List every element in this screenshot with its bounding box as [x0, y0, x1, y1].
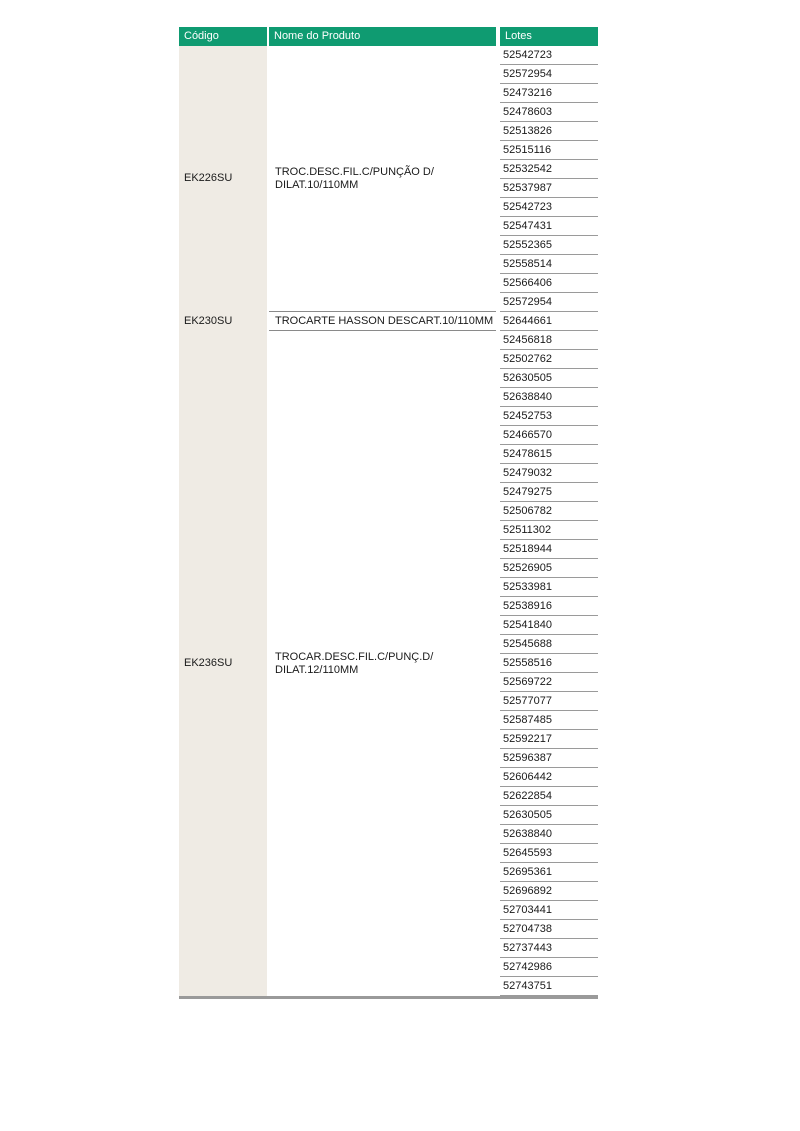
product-name-line: TROCARTE HASSON DESCART.10/110MM [275, 315, 494, 327]
lot-number: 52478615 [500, 445, 598, 464]
lot-number: 52577077 [500, 692, 598, 711]
product-code: EK236SU [184, 656, 233, 669]
lot-number: 52542723 [500, 198, 598, 217]
lot-number: 52515116 [500, 141, 598, 160]
lot-number: 52638840 [500, 388, 598, 407]
header-lots: Lotes [500, 27, 598, 46]
product-name-cell [269, 46, 496, 312]
lot-number: 52502762 [500, 350, 598, 369]
lot-number: 52596387 [500, 749, 598, 768]
lot-number: 52479275 [500, 483, 598, 502]
lot-number: 52547431 [500, 217, 598, 236]
lot-number: 52552365 [500, 236, 598, 255]
product-code-cell [179, 46, 267, 312]
lot-number: 52513826 [500, 122, 598, 141]
product-name-line: DILAT.10/110MM [275, 179, 359, 191]
lot-number: 52456818 [500, 331, 598, 350]
lot-number: 52743751 [500, 977, 598, 996]
lot-number: 52518944 [500, 540, 598, 559]
lot-number: 52537987 [500, 179, 598, 198]
lot-number: 52511302 [500, 521, 598, 540]
lot-number: 52542723 [500, 46, 598, 65]
lot-number: 52630505 [500, 369, 598, 388]
lot-number: 52558514 [500, 255, 598, 274]
product-code: EK230SU [184, 314, 233, 327]
lot-number: 52566406 [500, 274, 598, 293]
lot-number: 52526905 [500, 559, 598, 578]
product-code-cell [179, 331, 267, 996]
lot-number: 52737443 [500, 939, 598, 958]
lot-number: 52704738 [500, 920, 598, 939]
product-name-line: TROC.DESC.FIL.C/PUNÇÃO D/ [275, 166, 434, 178]
product-code-cell [179, 312, 267, 331]
lot-number: 52572954 [500, 293, 598, 312]
lot-number: 52452753 [500, 407, 598, 426]
lot-number: 52506782 [500, 502, 598, 521]
header-code: Código [179, 27, 267, 46]
product-name-line: DILAT.12/110MM [275, 663, 359, 676]
lot-number: 52696892 [500, 882, 598, 901]
product-code: EK226SU [184, 172, 233, 184]
lot-number: 52592217 [500, 730, 598, 749]
lot-number: 52587485 [500, 711, 598, 730]
lot-number: 52644661 [500, 312, 598, 331]
lot-number: 52466570 [500, 426, 598, 445]
lot-number: 52695361 [500, 863, 598, 882]
lot-number: 52478603 [500, 103, 598, 122]
lot-number: 52645593 [500, 844, 598, 863]
product-name-line: TROCAR.DESC.FIL.C/PUNÇ.D/ [275, 650, 434, 663]
lot-number: 52569722 [500, 673, 598, 692]
lot-number: 52545688 [500, 635, 598, 654]
lot-number: 52703441 [500, 901, 598, 920]
lot-number: 52532542 [500, 160, 598, 179]
lot-number: 52538916 [500, 597, 598, 616]
lot-number: 52638840 [500, 825, 598, 844]
lot-number: 52622854 [500, 787, 598, 806]
lot-number: 52572954 [500, 65, 598, 84]
lot-number: 52606442 [500, 768, 598, 787]
lot-number: 52533981 [500, 578, 598, 597]
product-name-cell [269, 312, 496, 331]
product-name-cell [269, 331, 496, 996]
lot-number: 52541840 [500, 616, 598, 635]
header-product-name: Nome do Produto [269, 27, 496, 46]
table-bottom-rule [179, 996, 598, 999]
lot-number: 52479032 [500, 464, 598, 483]
lot-number: 52558516 [500, 654, 598, 673]
lot-number: 52630505 [500, 806, 598, 825]
lot-number: 52473216 [500, 84, 598, 103]
lot-number: 52742986 [500, 958, 598, 977]
